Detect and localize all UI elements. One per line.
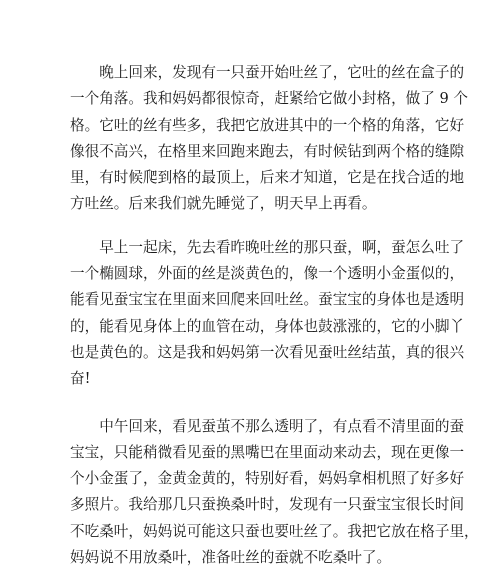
text-line: 也是黄色的。这是我和妈妈第一次看见蚕吐丝结茧，真的很兴 bbox=[70, 343, 465, 361]
paragraph-2 bbox=[70, 235, 465, 393]
text-line: 一个角落。我和妈妈都很惊奇，赶紧给它做小封格，做了 9 个 bbox=[70, 90, 469, 108]
paragraph-gap bbox=[70, 218, 440, 235]
text-line: 个小金蛋了，金黄金黄的，特别好看，妈妈拿相机照了好多好 bbox=[70, 470, 465, 488]
document-body bbox=[70, 60, 479, 571]
text-line: 不吃桑叶，妈妈说可能这只蚕也要吐丝了。我把它放在格子里， bbox=[70, 522, 479, 540]
text-line: 妈妈说不用放桑叶，准备吐丝的蚕就不吃桑叶了。 bbox=[70, 549, 392, 567]
text-line: 晚上回来，发现有一只蚕开始吐丝了，它吐的丝在盒子的 bbox=[99, 64, 465, 81]
text-line: 多照片。我给那几只蚕换桑叶时，发现有一只蚕宝宝很长时间 bbox=[70, 496, 465, 514]
text-line: 里，有时候爬到格的最顶上，后来才知道，它是在找合适的地 bbox=[70, 169, 465, 187]
text-line: 方吐丝。后来我们就先睡觉了，明天早上再看。 bbox=[70, 195, 377, 213]
text-line: 的，能看见身体上的血管在动，身体也鼓涨涨的，它的小脚丫 bbox=[70, 317, 465, 335]
text-line: 早上一起床，先去看昨晚吐丝的那只蚕，啊，蚕怎么吐了 bbox=[99, 238, 465, 256]
text-line: 格。它吐的丝有些多，我把它放进其中的一个格的角落，它好 bbox=[70, 116, 465, 134]
text-line: 一个椭圆球，外面的丝是淡黄色的，像一个透明小金蛋似的， bbox=[70, 265, 465, 283]
text-line: 能看见蚕宝宝在里面来回爬来回吐丝。蚕宝宝的身体也是透明 bbox=[70, 291, 465, 309]
text-line: 奋! bbox=[70, 370, 91, 388]
text-line: 像很不高兴，在格里来回跑来跑去，有时候钻到两个格的缝隙 bbox=[70, 142, 465, 160]
paragraph-1 bbox=[70, 60, 469, 218]
text-line: 宝宝，只能稍微看见蚕的黑嘴巴在里面动来动去，现在更像一 bbox=[70, 443, 465, 461]
paragraph-3 bbox=[70, 414, 479, 571]
text-line: 中午回来，看见蚕茧不那么透明了，有点看不清里面的蚕 bbox=[99, 417, 465, 435]
paragraph-gap bbox=[70, 393, 440, 414]
